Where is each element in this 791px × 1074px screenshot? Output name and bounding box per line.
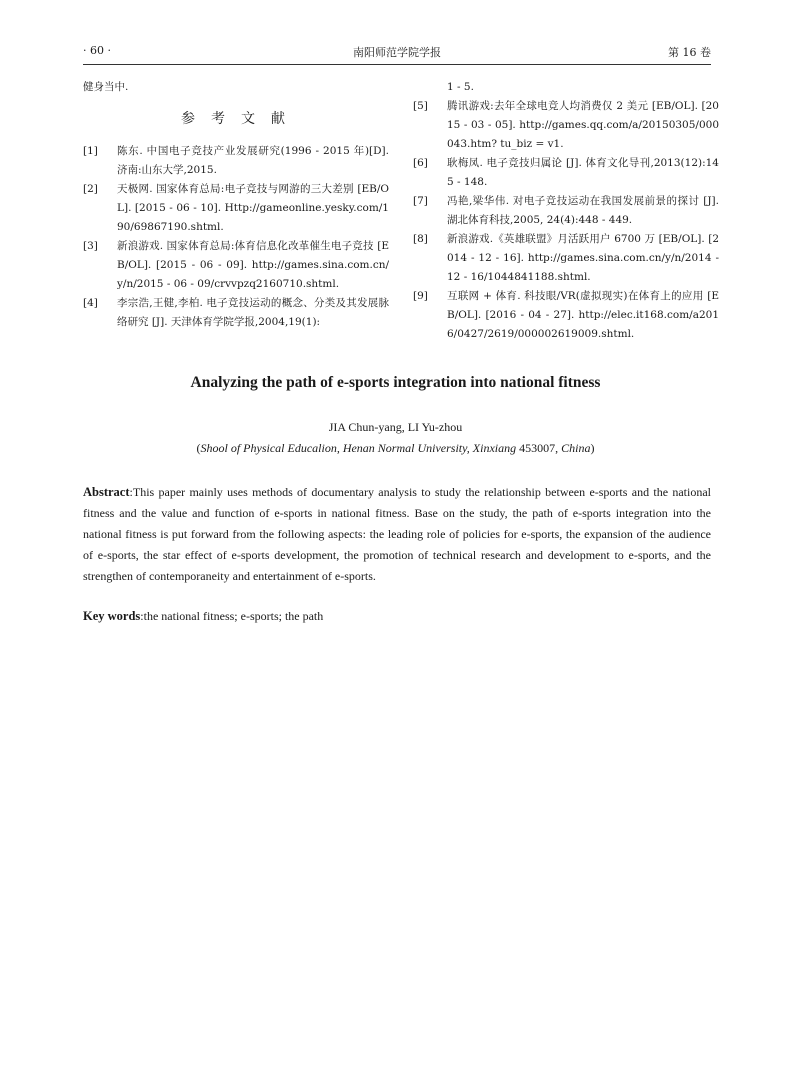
abstract-text: This paper mainly uses methods of documentary analysis to study the relationship between e-sports and the national fitness and the value and function of e-sports in national fitness. Base on the study, the path of e-sports integration into the national fitness is put forward from the following aspects: the leading role of policies for e-sports, the expansion of the audience of e-sports, the star effect of e-sports development, the promotion of technical research and development to e-sports, and the strengthen of contemporaneity and entertainment of e-sports. [83, 485, 711, 583]
journal-name: 南阳师范学院学报 [353, 46, 441, 59]
reference-item [83, 237, 389, 294]
running-header [83, 44, 711, 64]
reference-number: [8] [413, 233, 428, 245]
body-continuation: 健身当中. [83, 81, 129, 93]
reference-number: [4] [83, 297, 98, 309]
reference-text: 新浪游戏.《英雄联盟》月活跃用户 6700 万 [EB/OL]. [2014 - 12 - 16]. http://games.sina.com.cn/y/n/2014 - 12 - 16/1044841188.shtml. [447, 233, 719, 283]
abstract-label: Abstract [83, 485, 130, 499]
english-title: Analyzing the path of e-sports integration into national fitness [190, 374, 601, 391]
volume-label: 第 16 卷 [668, 46, 711, 59]
reference-item [413, 192, 719, 230]
keywords-text: the national fitness; e-sports; the path [143, 609, 324, 623]
reference-item [83, 294, 389, 332]
reference-continuation: 1 - 5. [447, 81, 474, 93]
reference-text: 新浪游戏. 国家体育总局:体育信息化改革催生电子竞技 [EB/OL]. [2015 - 06 - 09]. http://games.sina.com.cn/y/n/2015 - 06 - 09/crvvpzq2160710.shtml. [117, 240, 389, 290]
reference-text: 天极网. 国家体育总局:电子竞技与网游的三大差别 [EB/OL]. [2015 - 06 - 10]. Http://gameonline.yesky.com/190/69867190.shtml. [117, 183, 389, 233]
reference-number: [9] [413, 290, 428, 302]
english-keywords: Key words:the national fitness; e-sports; the path [83, 609, 324, 623]
reference-item [413, 154, 719, 192]
reference-text: 冯艳,梁华伟. 对电子竞技运动在我国发展前景的探讨 [J]. 湖北体育科技,2005, 24(4):448 - 449. [447, 195, 719, 226]
english-authors: JIA Chun-yang, LI Yu-zhou [328, 420, 463, 434]
reference-item [83, 142, 389, 180]
keywords-label: Key words [83, 609, 141, 623]
reference-item [413, 97, 719, 154]
reference-text: 陈东. 中国电子竞技产业发展研究(1996 - 2015 年)[D]. 济南:山东大学,2015. [117, 145, 389, 176]
header-rule [83, 64, 711, 65]
english-abstract: Abstract:This paper mainly uses methods of documentary analysis to study the relationship between e-sports and the national fitness and the value and function of e-sports in national fitness. Base on the study, the path of e-sports integration into the national fitness is put forward from the following aspects: the leading role of policies for e-sports, the expansion of the audience of e-sports, the star effect of e-sports development, the promotion of technical research and development to e-sports, and the strengthen of contemporaneity and entertainment of e-sports. [83, 485, 711, 583]
reference-number: [2] [83, 183, 98, 195]
references-list-left [83, 142, 389, 332]
reference-number: [7] [413, 195, 428, 207]
reference-item [413, 287, 719, 344]
reference-item [413, 230, 719, 287]
right-column [413, 78, 719, 344]
reference-number: [3] [83, 240, 98, 252]
reference-text: 互联网 + 体育. 科技眼/VR(虚拟现实)在体育上的应用 [EB/OL]. [2016 - 04 - 27]. http://elec.it168.com/a2016/0427/2619/000002619009.shtml. [447, 290, 719, 340]
reference-text: 腾讯游戏:去年全球电竞人均消费仅 2 美元 [EB/OL]. [2015 - 03 - 05]. http://games.qq.com/a/20150305/000043.htm? tu_biz = v1. [447, 100, 719, 150]
reference-text: 李宗浩,王健,李柏. 电子竞技运动的概念、分类及其发展脉络研究 [J]. 天津体育学院学报,2004,19(1): [117, 297, 389, 328]
reference-item [83, 180, 389, 237]
affiliation-name: Shool of Physical Educalion, Henan Normal University, Xinxiang [200, 441, 517, 455]
affiliation-country: China [561, 441, 591, 455]
reference-text: 耿梅凤. 电子竞技归属论 [J]. 体育文化导刊,2013(12):145 - 148. [447, 157, 719, 188]
reference-number: [6] [413, 157, 428, 169]
page-number: · 60 · [83, 44, 111, 57]
affiliation-postcode: 453007 [519, 441, 556, 455]
reference-number: [1] [83, 145, 98, 157]
reference-number: [5] [413, 100, 428, 112]
english-affiliation: (Shool of Physical Educalion, Henan Normal University, Xinxiang 453007, China) [196, 441, 595, 455]
references-heading: 参考文献 [181, 111, 301, 127]
left-column [83, 78, 389, 332]
